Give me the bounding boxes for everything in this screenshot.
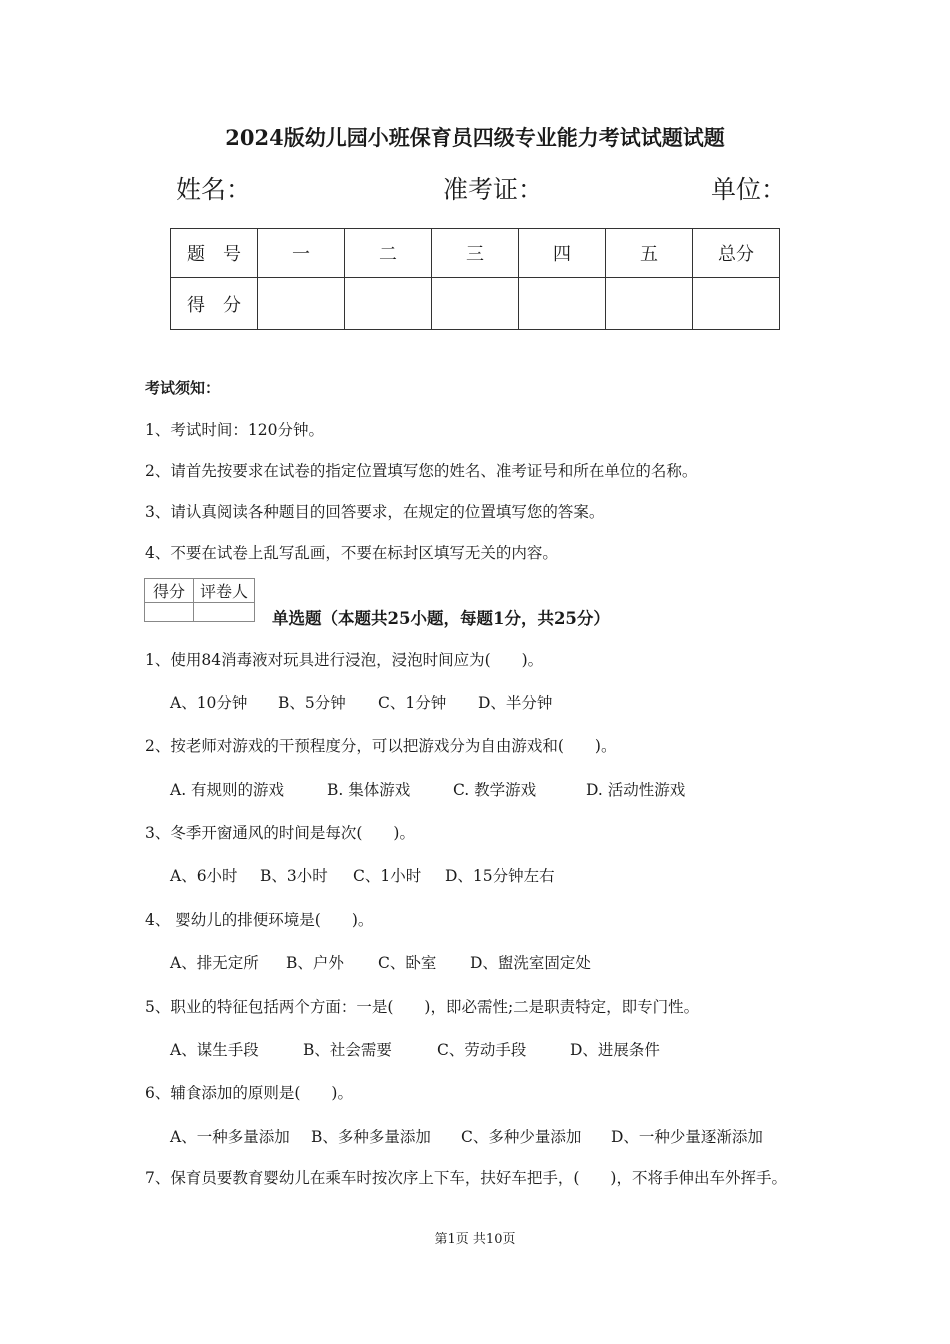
notice-item: 3、请认真阅读各种题目的回答要求，在规定的位置填写您的答案。 xyxy=(145,503,605,521)
grader-table xyxy=(144,578,255,622)
option-d[interactable]: D. 活动性游戏 xyxy=(586,781,686,799)
question-options xyxy=(170,1125,763,1147)
score-table-score-row xyxy=(171,278,780,330)
score-table xyxy=(170,228,780,330)
question-text: 7、保育员要教育婴幼儿在乘车时按次序上下车，扶好车把手，( )，不将手伸出车外挥手。 xyxy=(145,1169,787,1187)
header-cell-4: 四 xyxy=(519,229,606,278)
section-title: 单选题（本题共25小题，每题1分，共25分） xyxy=(272,609,610,628)
question-options xyxy=(170,691,552,713)
header-cell-total: 总分 xyxy=(693,229,780,278)
name-field-label: 姓名： xyxy=(176,175,252,204)
score-cell-4[interactable] xyxy=(519,278,606,330)
question-text: 1、使用84消毒液对玩具进行浸泡，浸泡时间应为( )。 xyxy=(145,651,544,669)
header-cell-2: 二 xyxy=(345,229,432,278)
score-cell-2[interactable] xyxy=(345,278,432,330)
option-d[interactable]: D、一种少量逐渐添加 xyxy=(611,1128,763,1146)
question-options xyxy=(170,864,555,886)
option-a[interactable]: A、一种多量添加 xyxy=(170,1128,290,1146)
page-title: 2024版幼儿园小班保育员四级专业能力考试试题试题 xyxy=(225,125,725,150)
option-a[interactable]: A、10分钟 xyxy=(170,694,248,712)
question-options xyxy=(170,951,591,973)
option-d[interactable]: D、15分钟左右 xyxy=(445,867,555,885)
option-b[interactable]: B. 集体游戏 xyxy=(327,781,411,799)
score-cell-1[interactable] xyxy=(258,278,345,330)
option-c[interactable]: C、劳动手段 xyxy=(437,1041,527,1059)
option-a[interactable]: A、谋生手段 xyxy=(170,1041,259,1059)
header-cell-1: 一 xyxy=(258,229,345,278)
question-text: 5、职业的特征包括两个方面：一是( )，即必需性;二是职责特定，即专门性。 xyxy=(145,998,700,1016)
option-c[interactable]: C、1分钟 xyxy=(378,694,447,712)
option-b[interactable]: B、5分钟 xyxy=(278,694,346,712)
page-footer: 第1页 共10页 xyxy=(434,1232,516,1247)
header-cell-5: 五 xyxy=(606,229,693,278)
question-options xyxy=(170,1038,660,1060)
score-row-label: 得 分 xyxy=(171,278,258,330)
option-b[interactable]: B、3小时 xyxy=(260,867,328,885)
option-b[interactable]: B、多种多量添加 xyxy=(311,1128,431,1146)
question-text: 4、 婴幼儿的排便环境是( )。 xyxy=(145,911,374,929)
notice-item: 2、请首先按要求在试卷的指定位置填写您的姓名、准考证号和所在单位的名称。 xyxy=(145,462,698,480)
option-c[interactable]: C、卧室 xyxy=(378,954,437,972)
option-c[interactable]: C、多种少量添加 xyxy=(461,1128,582,1146)
score-cell-total[interactable] xyxy=(693,278,780,330)
exam-id-field-label: 准考证： xyxy=(443,175,544,204)
option-d[interactable]: D、半分钟 xyxy=(478,694,553,712)
score-cell-3[interactable] xyxy=(432,278,519,330)
grader-name-cell[interactable] xyxy=(194,603,255,622)
question-text: 3、冬季开窗通风的时间是每次( )。 xyxy=(145,824,415,842)
notice-heading: 考试须知： xyxy=(145,379,221,397)
header-cell-label: 题 号 xyxy=(171,229,258,278)
option-d[interactable]: D、盥洗室固定处 xyxy=(470,954,591,972)
question-options xyxy=(170,778,685,800)
option-c[interactable]: C、1小时 xyxy=(353,867,422,885)
option-a[interactable]: A、排无定所 xyxy=(170,954,259,972)
option-c[interactable]: C. 教学游戏 xyxy=(453,781,537,799)
grader-score-cell[interactable] xyxy=(145,603,194,622)
notice-item: 4、不要在试卷上乱写乱画，不要在标封区填写无关的内容。 xyxy=(145,544,558,562)
unit-field-label: 单位： xyxy=(711,175,787,204)
question-text: 6、辅食添加的原则是( )。 xyxy=(145,1084,353,1102)
score-cell-5[interactable] xyxy=(606,278,693,330)
question-text: 2、按老师对游戏的干预程度分，可以把游戏分为自由游戏和( )。 xyxy=(145,737,617,755)
option-a[interactable]: A、6小时 xyxy=(170,867,238,885)
header-cell-3: 三 xyxy=(432,229,519,278)
option-d[interactable]: D、进展条件 xyxy=(570,1041,660,1059)
grader-score-label: 得分 xyxy=(145,579,194,603)
grader-name-label: 评卷人 xyxy=(194,579,255,603)
option-a[interactable]: A. 有规则的游戏 xyxy=(170,781,285,799)
score-table-header-row xyxy=(171,229,780,278)
notice-item: 1、考试时间：120分钟。 xyxy=(145,421,324,439)
option-b[interactable]: B、社会需要 xyxy=(303,1041,392,1059)
option-b[interactable]: B、户外 xyxy=(286,954,344,972)
